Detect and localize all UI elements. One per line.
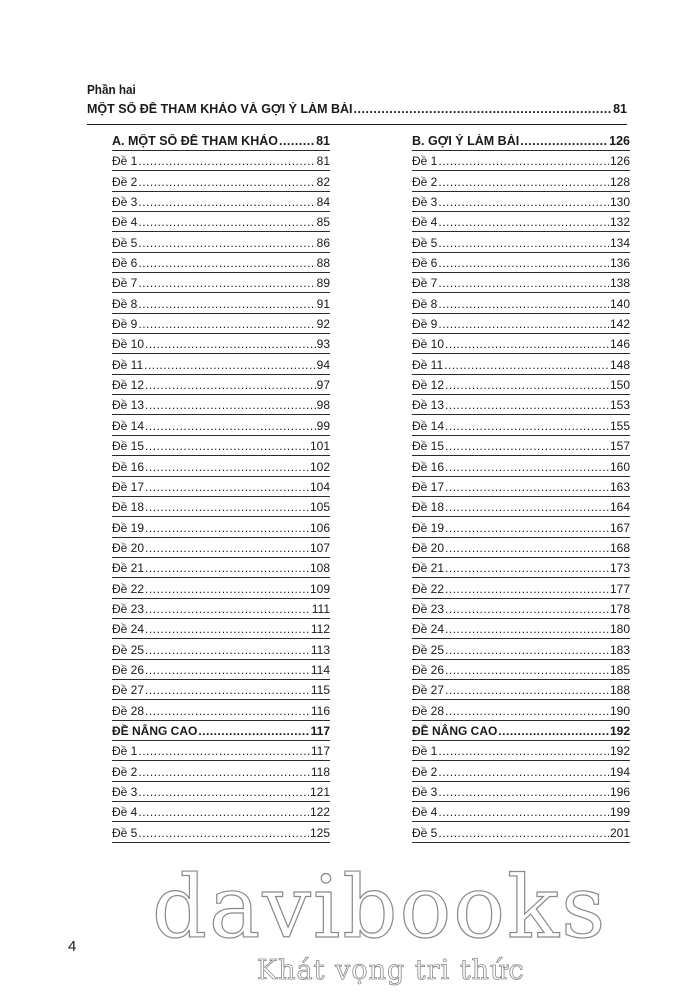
toc-entry[interactable] (112, 375, 330, 395)
toc-entry-advanced[interactable] (412, 822, 630, 842)
leader-dots (445, 663, 609, 677)
entry-page-number: 107 (309, 540, 330, 555)
entry-page-number: 199 (609, 805, 630, 820)
leader-dots (145, 337, 316, 351)
entry-label: Đề 4 (112, 805, 138, 820)
toc-entry[interactable] (112, 456, 330, 476)
toc-entry-advanced[interactable] (412, 782, 630, 802)
toc-entry-advanced[interactable] (412, 741, 630, 761)
toc-entry-advanced[interactable] (112, 741, 330, 761)
entry-label: Đề 4 (112, 215, 138, 230)
leader-dots (445, 683, 609, 697)
entry-page-number: 81 (316, 134, 330, 148)
leader-dots (445, 704, 609, 718)
entry-label: Đề 16 (112, 459, 145, 474)
entry-label: Đề 10 (412, 337, 445, 352)
leader-dots (445, 602, 609, 616)
entry-label: Đề 22 (112, 581, 145, 596)
entry-page-number: 173 (609, 561, 630, 576)
leader-dots (520, 134, 608, 148)
entry-page-number: 118 (310, 764, 330, 779)
leader-dots (145, 439, 309, 453)
toc-entry[interactable] (112, 334, 330, 354)
toc-entry[interactable] (412, 212, 630, 232)
toc-entry-advanced[interactable] (412, 802, 630, 822)
leader-dots (138, 744, 310, 758)
leader-dots (445, 439, 609, 453)
toc-entry[interactable] (112, 293, 330, 313)
entry-label: Đề 3 (112, 195, 138, 210)
leader-dots (138, 785, 309, 799)
toc-entry[interactable] (412, 354, 630, 374)
entry-page-number: 138 (609, 276, 630, 291)
entry-label: Đề 13 (412, 398, 445, 413)
entry-label: ĐỀ NÂNG CAO (412, 723, 498, 738)
entry-page-number: 102 (309, 459, 330, 474)
toc-entry[interactable] (112, 477, 330, 497)
leader-dots (145, 683, 310, 697)
entry-label: Đề 16 (412, 459, 445, 474)
leader-dots (445, 622, 609, 636)
leader-dots (445, 378, 609, 392)
entry-label: Đề 21 (112, 561, 145, 576)
toc-entry[interactable] (112, 680, 330, 700)
leader-dots (145, 419, 316, 433)
entry-page-number: 192 (609, 723, 630, 738)
toc-entry[interactable] (112, 354, 330, 374)
leader-dots (138, 297, 315, 311)
leader-dots (145, 480, 309, 494)
leader-dots (438, 765, 609, 779)
toc-entry[interactable] (112, 314, 330, 334)
entry-label: Đề 17 (412, 479, 445, 494)
entry-page-number: 101 (309, 439, 330, 454)
entry-label: Đề 9 (112, 317, 138, 332)
entry-label: Đề 1 (112, 744, 138, 759)
entry-page-number: 84 (316, 195, 330, 210)
entry-label: Đề 25 (112, 642, 145, 657)
toc-column-answer-hints (412, 128, 630, 843)
toc-entry-advanced[interactable] (112, 822, 330, 842)
toc-entry[interactable] (112, 578, 330, 598)
entry-label: Đề 5 (412, 825, 438, 840)
toc-entry[interactable] (112, 212, 330, 232)
leader-dots (138, 256, 315, 270)
toc-entry[interactable] (112, 192, 330, 212)
entry-label: Đề 1 (412, 154, 438, 169)
toc-entry[interactable] (112, 558, 330, 578)
entry-page-number: 116 (310, 703, 330, 718)
entry-label: Đề 2 (412, 764, 438, 779)
leader-dots (498, 724, 609, 738)
leader-dots (138, 765, 310, 779)
leader-dots (138, 175, 315, 189)
entry-label: Đề 20 (412, 540, 445, 555)
toc-entry[interactable] (412, 639, 630, 659)
toc-entry[interactable] (412, 497, 630, 517)
entry-page-number: 142 (609, 317, 630, 332)
leader-dots (138, 826, 309, 840)
leader-dots (445, 480, 609, 494)
entry-page-number: 192 (609, 744, 630, 759)
watermark-slogan: Khát vọng tri thức (257, 955, 525, 986)
entry-page-number: 115 (310, 683, 330, 698)
entry-page-number: 178 (609, 601, 630, 616)
leader-dots (138, 236, 315, 250)
entry-label: Đề 12 (112, 378, 145, 393)
entry-label: Đề 13 (112, 398, 145, 413)
leader-dots (438, 195, 609, 209)
leader-dots (445, 337, 609, 351)
entry-label: Đề 14 (112, 418, 145, 433)
leader-dots (438, 236, 609, 250)
entry-label: Đề 11 (412, 357, 444, 372)
toc-entry[interactable] (412, 477, 630, 497)
toc-entry[interactable] (112, 436, 330, 456)
entry-label: B. GỢI Ý LÀM BÀI (412, 134, 520, 148)
leader-dots (445, 521, 609, 535)
toc-entry[interactable] (412, 599, 630, 619)
entry-label: Đề 27 (112, 683, 145, 698)
entry-page-number: 134 (609, 235, 630, 250)
leader-dots (198, 724, 309, 738)
entry-page-number: 163 (609, 479, 630, 494)
toc-entry[interactable] (412, 619, 630, 639)
leader-dots (438, 256, 609, 270)
leader-dots (354, 102, 613, 116)
entry-label: Đề 15 (412, 439, 445, 454)
entry-label: Đề 28 (412, 703, 445, 718)
entry-page-number: 194 (609, 764, 630, 779)
leader-dots (138, 317, 315, 331)
page-number: 4 (68, 938, 77, 955)
entry-page-number: 108 (309, 561, 330, 576)
leader-dots (138, 276, 315, 290)
toc-entry[interactable] (412, 334, 630, 354)
entry-label: Đề 12 (412, 378, 445, 393)
entry-page-number: 121 (309, 785, 330, 799)
leader-dots (145, 602, 311, 616)
entry-page-number: 150 (609, 378, 630, 393)
toc-entry[interactable] (412, 660, 630, 680)
leader-dots (444, 358, 609, 372)
entry-page-number: 81 (316, 154, 330, 169)
entry-page-number: 136 (609, 256, 630, 271)
entry-label: Đề 23 (112, 601, 145, 616)
entry-page-number: 98 (316, 398, 330, 413)
leader-dots (145, 398, 316, 412)
entry-page-number: 97 (316, 378, 330, 393)
entry-page-number: 89 (316, 276, 330, 291)
entry-label: Đề 1 (112, 154, 138, 169)
toc-entry[interactable] (412, 151, 630, 171)
entry-label: Đề 26 (412, 662, 445, 677)
leader-dots (445, 582, 609, 596)
entry-page-number: 180 (609, 622, 630, 637)
leader-dots (144, 358, 316, 372)
entry-label: Đề 7 (112, 276, 138, 291)
leader-dots (438, 175, 609, 189)
toc-entry[interactable] (412, 700, 630, 720)
toc-entry[interactable] (412, 192, 630, 212)
entry-label: Đề 25 (412, 642, 445, 657)
watermark-brand-logo: davibooks (152, 858, 608, 958)
entry-page-number: 99 (316, 418, 330, 433)
leader-dots (445, 541, 609, 555)
toc-entry[interactable] (412, 538, 630, 558)
leader-dots (145, 541, 309, 555)
entry-page-number: 94 (316, 357, 330, 372)
entry-page-number: 148 (609, 357, 630, 372)
entry-page-number: 190 (609, 703, 630, 718)
toc-column-reference-tests (112, 128, 330, 843)
entry-page-number: 88 (316, 256, 330, 271)
entry-label: Đề 26 (112, 662, 145, 677)
entry-page-number: 201 (609, 825, 630, 840)
toc-entry-advanced[interactable] (412, 761, 630, 781)
entry-page-number: 146 (609, 337, 630, 352)
entry-label: Đề 5 (112, 825, 138, 840)
leader-dots (138, 215, 315, 229)
entry-label: Đề 19 (412, 520, 445, 535)
entry-label: Đề 17 (112, 479, 145, 494)
entry-page-number: 85 (316, 215, 330, 230)
entry-page-number: 140 (609, 296, 630, 311)
entry-label: Đề 1 (412, 744, 438, 759)
toc-entry[interactable] (412, 253, 630, 273)
entry-page-number: 117 (310, 744, 330, 759)
entry-label: Đề 6 (412, 256, 438, 271)
leader-dots (145, 500, 309, 514)
toc-entry-advanced[interactable] (112, 782, 330, 802)
toc-entry[interactable] (112, 253, 330, 273)
toc-entry[interactable] (112, 639, 330, 659)
entry-label: Đề 10 (112, 337, 145, 352)
entry-label: Đề 22 (412, 581, 445, 596)
entry-label: Đề 7 (412, 276, 438, 291)
entry-label: Đề 14 (412, 418, 445, 433)
toc-entry[interactable] (412, 517, 630, 537)
entry-label: Đề 21 (412, 561, 445, 576)
entry-page-number: 91 (316, 296, 330, 311)
leader-dots (445, 561, 609, 575)
entry-page-number: 86 (316, 235, 330, 250)
leader-dots (138, 195, 315, 209)
entry-page-number: 183 (609, 642, 630, 657)
entry-page-number: 153 (609, 398, 630, 413)
leader-dots (138, 154, 315, 168)
entry-page-number: 168 (609, 540, 630, 555)
entry-label: Đề 4 (412, 805, 438, 820)
toc-entry[interactable] (112, 700, 330, 720)
entry-page-number: 122 (309, 805, 330, 820)
toc-entry[interactable] (412, 171, 630, 191)
leader-dots (438, 826, 609, 840)
entry-label: Đề 2 (412, 174, 438, 189)
entry-page-number: 126 (609, 134, 630, 148)
toc-entry-advanced[interactable] (112, 761, 330, 781)
entry-page-number: 112 (310, 622, 330, 637)
entry-label: Đề 24 (412, 622, 445, 637)
entry-label: Đề 3 (412, 195, 438, 210)
toc-entry[interactable] (412, 578, 630, 598)
leader-dots (438, 805, 609, 819)
entry-label: Đề 9 (412, 317, 438, 332)
leader-dots (438, 154, 609, 168)
entry-page-number: 132 (609, 215, 630, 230)
toc-entry[interactable] (412, 415, 630, 435)
entry-label: Đề 19 (112, 520, 145, 535)
leader-dots (145, 521, 309, 535)
toc-entry[interactable] (412, 293, 630, 313)
entry-label: Đề 23 (412, 601, 445, 616)
entry-label: Đề 8 (412, 296, 438, 311)
leader-dots (438, 785, 609, 799)
toc-entry[interactable] (112, 415, 330, 435)
part-title-page: 81 (613, 102, 627, 116)
entry-page-number: 104 (309, 479, 330, 494)
toc-entry[interactable] (112, 151, 330, 171)
leader-dots (445, 419, 609, 433)
entry-page-number: 196 (609, 785, 630, 799)
leader-dots (438, 317, 609, 331)
entry-page-number: 125 (309, 825, 330, 840)
toc-entry-advanced[interactable] (112, 802, 330, 822)
part-title: MỘT SỐ ĐỀ THAM KHẢO VÀ GỢI Ý LÀM BÀI (87, 102, 353, 116)
part-label: Phần hai (87, 82, 136, 97)
leader-dots (438, 215, 609, 229)
toc-entry[interactable] (412, 558, 630, 578)
entry-page-number: 155 (609, 418, 630, 433)
leader-dots (445, 460, 609, 474)
toc-entry[interactable] (412, 680, 630, 700)
entry-label: Đề 2 (112, 174, 138, 189)
toc-entry[interactable] (112, 599, 330, 619)
toc-entry[interactable] (112, 497, 330, 517)
entry-label: Đề 4 (412, 215, 438, 230)
entry-page-number: 92 (316, 317, 330, 332)
entry-page-number: 164 (609, 500, 630, 515)
entry-page-number: 160 (609, 459, 630, 474)
entry-page-number: 114 (310, 662, 330, 677)
entry-label: Đề 20 (112, 540, 145, 555)
entry-label: Đề 5 (112, 235, 138, 250)
entry-page-number: 105 (309, 500, 330, 515)
leader-dots (145, 643, 310, 657)
entry-label: Đề 27 (412, 683, 445, 698)
leader-dots (438, 744, 609, 758)
entry-label: Đề 28 (112, 703, 145, 718)
leader-dots (445, 398, 609, 412)
entry-page-number: 109 (309, 581, 330, 596)
toc-entry[interactable] (112, 171, 330, 191)
leader-dots (445, 500, 609, 514)
entry-page-number: 126 (609, 154, 630, 169)
leader-dots (145, 704, 310, 718)
part-title-entry[interactable] (87, 102, 627, 125)
entry-label: Đề 15 (112, 439, 145, 454)
entry-page-number: 177 (609, 581, 630, 596)
leader-dots (145, 460, 309, 474)
entry-page-number: 185 (609, 662, 630, 677)
leader-dots (145, 561, 309, 575)
toc-entry[interactable] (412, 456, 630, 476)
entry-page-number: 106 (309, 520, 330, 535)
entry-label: Đề 11 (112, 357, 144, 372)
toc-entry[interactable] (112, 660, 330, 680)
toc-entry[interactable] (112, 273, 330, 293)
entry-page-number: 82 (316, 174, 330, 189)
toc-entry[interactable] (112, 619, 330, 639)
toc-entry[interactable] (112, 395, 330, 415)
entry-label: Đề 2 (112, 764, 138, 779)
entry-label: A. MỘT SỐ ĐỀ THAM KHẢO (112, 134, 278, 148)
toc-entry[interactable] (112, 538, 330, 558)
leader-dots (145, 622, 310, 636)
leader-dots (445, 643, 609, 657)
entry-label: Đề 5 (412, 235, 438, 250)
toc-entry[interactable] (412, 375, 630, 395)
leader-dots (138, 805, 309, 819)
toc-entry[interactable] (412, 395, 630, 415)
section-header[interactable] (112, 128, 330, 151)
entry-page-number: 188 (609, 683, 630, 698)
toc-entry[interactable] (112, 517, 330, 537)
entry-label: Đề 6 (112, 256, 138, 271)
entry-label: ĐỀ NÂNG CAO (112, 723, 198, 738)
entry-label: Đề 3 (412, 785, 438, 799)
entry-label: Đề 3 (112, 785, 138, 799)
entry-page-number: 128 (609, 174, 630, 189)
entry-page-number: 167 (609, 520, 630, 535)
toc-entry[interactable] (412, 273, 630, 293)
leader-dots (145, 663, 310, 677)
entry-label: Đề 18 (412, 500, 445, 515)
entry-page-number: 111 (311, 601, 330, 616)
toc-entry[interactable] (412, 232, 630, 252)
leader-dots (145, 582, 309, 596)
leader-dots (438, 276, 609, 290)
toc-entry[interactable] (412, 436, 630, 456)
leader-dots (279, 134, 315, 148)
entry-label: Đề 18 (112, 500, 145, 515)
entry-page-number: 117 (310, 723, 330, 738)
toc-entry[interactable] (412, 314, 630, 334)
entry-page-number: 93 (316, 337, 330, 352)
advanced-section-header[interactable] (412, 721, 630, 741)
entry-page-number: 113 (310, 642, 330, 657)
entry-label: Đề 24 (112, 622, 145, 637)
leader-dots (438, 297, 609, 311)
advanced-section-header[interactable] (112, 721, 330, 741)
section-header[interactable] (412, 128, 630, 151)
entry-label: Đề 8 (112, 296, 138, 311)
leader-dots (145, 378, 316, 392)
toc-entry[interactable] (112, 232, 330, 252)
entry-page-number: 157 (609, 439, 630, 454)
entry-page-number: 130 (609, 195, 630, 210)
